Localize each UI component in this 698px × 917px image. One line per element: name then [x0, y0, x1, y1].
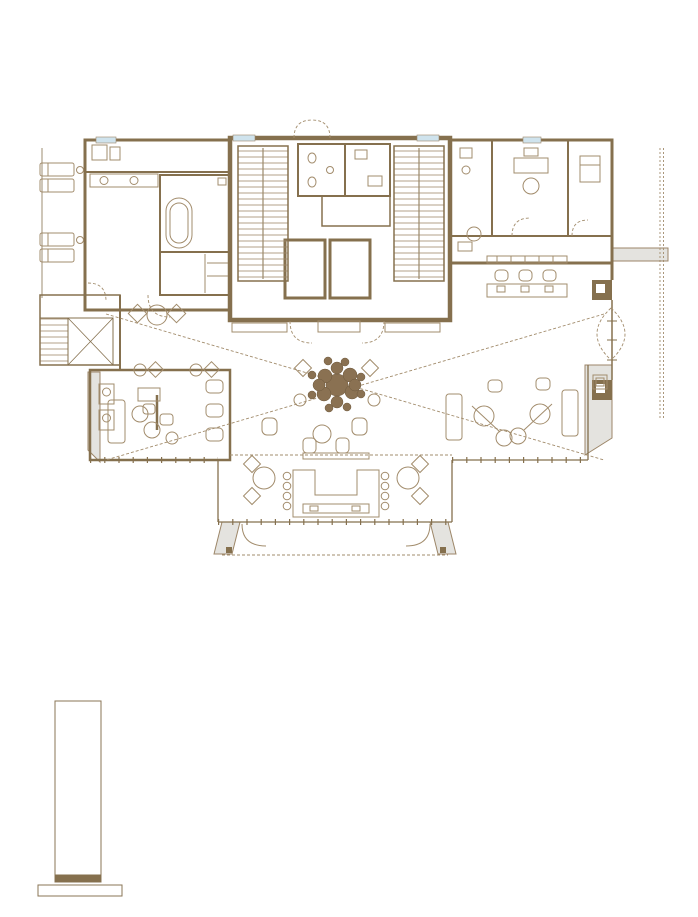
walls — [40, 138, 617, 522]
furniture — [40, 145, 607, 546]
floor-plan-svg — [0, 118, 698, 578]
lobby-tree — [308, 357, 365, 412]
tower-key-svg — [36, 694, 126, 909]
tower-outline — [55, 701, 101, 882]
tower-highlight-ground-floor — [55, 875, 101, 883]
dashed-lines — [88, 120, 664, 555]
tower-base — [38, 885, 122, 896]
tower-key-diagram — [36, 694, 126, 909]
floor-plan — [0, 118, 698, 578]
terraces — [88, 248, 668, 554]
